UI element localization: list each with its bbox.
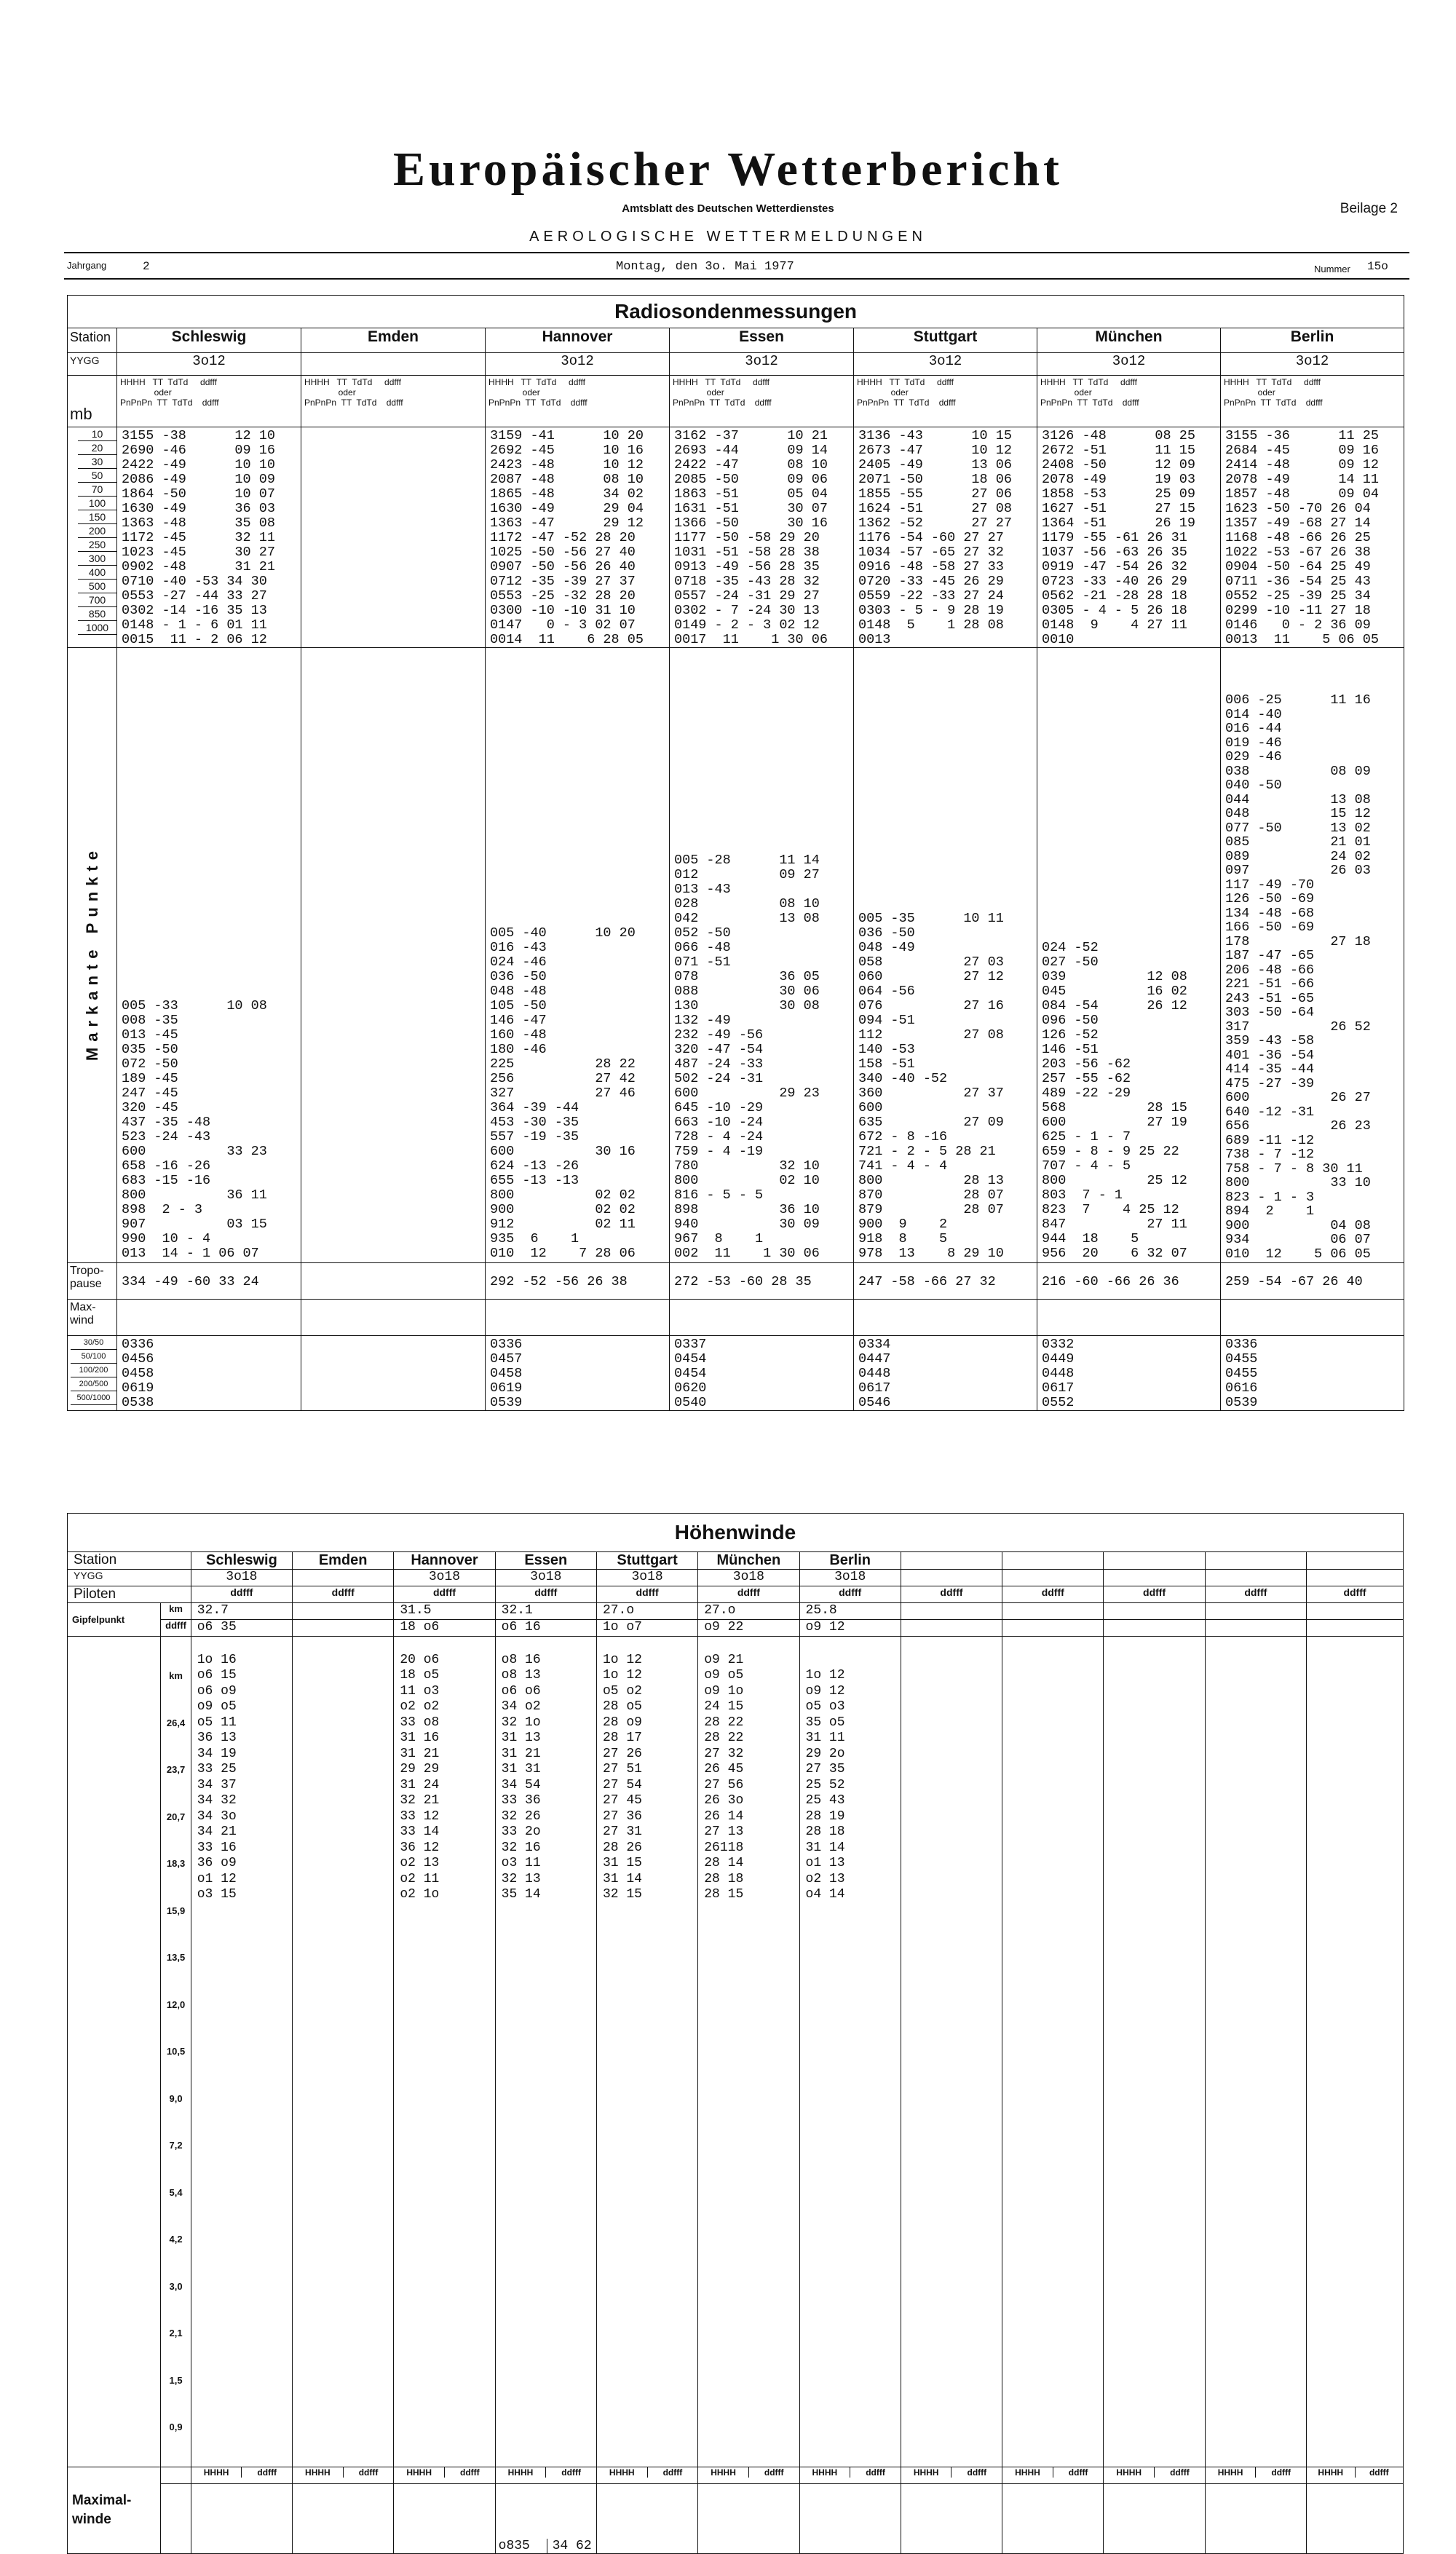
max-header-cell	[1104, 2467, 1205, 2483]
hw-station-name: Schleswig	[191, 1552, 292, 1570]
pressure-level: 10	[78, 427, 116, 441]
km-level: 7,2	[169, 2140, 183, 2151]
hoehenwinde-table	[67, 1513, 1404, 2554]
subtitle: Amtsblatt des Deutschen Wetterdienstes	[622, 202, 834, 215]
marked-points: 005 -33 10 08 008 -35 013 -45 035 -50 072 -50 189 -45 247 -45 320 -45 437 -35 -48 523 -24 -43 600 33 23 658 -16 -26 683 -15 -16 800 36 11 898 2 - 3 907 03 15 990 10 - 4 013 14 - 1 06 07	[117, 648, 301, 1263]
code-header: HHHH TT TdTd ddfff oder PnPnPn TT TdTd ddfff	[670, 376, 854, 427]
max-header-cell	[394, 2467, 495, 2483]
max-header-cell	[191, 2467, 292, 2483]
beilage-label: Beilage 2	[1340, 201, 1398, 216]
km-label: km	[169, 1670, 183, 1681]
standard-levels: 3126 -48 08 25 2672 -51 11 15 2408 -50 12 09 2078 -49 19 03 1858 -53 25 09 1627 -51 27 15 1364 -51 26 19 1179 -55 -61 26 31 1037 -56 -63 26 35 0919 -47 -54 26 32 0723 -33 -40 26 29 0562 -21 -28 28 18 0305 - 4 - 5 26 18 0148 9 4 27 11 0010	[1037, 427, 1221, 648]
ddfff-label: ddfff	[596, 1586, 697, 1603]
ddfff-label: ddfff	[1271, 2467, 1291, 2478]
tropopause-value: 272 -53 -60 28 35	[670, 1263, 854, 1300]
km-level: 26,4	[166, 1717, 186, 1728]
layer-label: 200/500	[71, 1377, 116, 1391]
code-header: HHHH TT TdTd ddfff oder PnPnPn TT TdTd ddfff	[1037, 376, 1221, 427]
km-level: 12,0	[166, 1998, 186, 2010]
km-level: 5,4	[169, 2186, 183, 2198]
standard-levels: 3155 -38 12 10 2690 -46 09 16 2422 -49 10 10 2086 -49 10 09 1864 -50 10 07 1630 -49 36 03 1363 -48 35 08 1172 -45 32 11 1023 -45 30 27 0902 -48 31 21 0710 -40 -53 34 30 0553 -27 -44 33 27 0302 -14 -16 35 13 0148 - 1 - 6 01 11 0015 11 - 2 06 12	[117, 427, 301, 648]
tropopause-value: 292 -52 -56 26 38	[486, 1263, 670, 1300]
maxwind-values: 0336 0456 0458 0619 0538	[117, 1336, 301, 1411]
maxwind-values: 0334 0447 0448 0617 0546	[854, 1336, 1037, 1411]
yygg-value: 3o12	[117, 353, 301, 376]
marked-points-label-cell	[68, 648, 117, 1263]
wind-values: 1o 12 o9 12 o5 o3 35 o5 31 11 29 2o 27 35 25 52 25 43 28 19 28 18 31 14 o1 13 o2 13 o4 14	[799, 1637, 901, 2467]
gipfel-km: 27.o	[698, 1603, 799, 1620]
radiosonde-title: Radiosondenmessungen	[68, 296, 1404, 328]
code-header: HHHH TT TdTd ddfff oder PnPnPn TT TdTd ddfff	[1221, 376, 1404, 427]
ddfff-label: ddfff	[901, 1586, 1002, 1603]
hw-yygg-label: YYGG	[68, 1570, 191, 1586]
station-label: Station	[68, 328, 117, 353]
piloten-label: Piloten	[68, 1586, 191, 1603]
maxwind-height: o835	[496, 2539, 548, 2553]
hw-station-name: Hannover	[394, 1552, 495, 1570]
code-header: HHHH TT TdTd ddfff oder PnPnPn TT TdTd ddfff	[301, 376, 486, 427]
wind-values: 1o 16 o6 15 o6 o9 o9 o5 o5 11 36 13 34 19 33 25 34 37 34 32 34 3o 34 21 33 16 36 o9 o1 12 o3 15	[191, 1637, 292, 2467]
station-name: Schleswig	[117, 328, 301, 353]
gipfel-ddfff: o6 16	[495, 1620, 596, 1637]
pressure-levels	[68, 427, 117, 648]
station-name: München	[1037, 328, 1221, 353]
code-header: HHHH TT TdTd ddfff oder PnPnPn TT TdTd ddfff	[854, 376, 1037, 427]
standard-levels: 3162 -37 10 21 2693 -44 09 14 2422 -47 08 10 2085 -50 09 06 1863 -51 05 04 1631 -51 30 07 1366 -50 30 16 1177 -50 -58 29 20 1031 -51 -58 28 38 0913 -49 -56 28 35 0718 -35 -43 28 32 0557 -24 -31 29 27 0302 - 7 -24 30 13 0149 - 2 - 3 02 12 0017 11 1 30 06	[670, 427, 854, 648]
ddfff-label: ddfff	[1205, 1586, 1306, 1603]
ddfff-label: ddfff	[394, 1586, 495, 1603]
standard-levels	[301, 427, 486, 648]
divider	[64, 252, 1409, 253]
km-levels	[161, 1637, 191, 2467]
ddfff-label: ddfff	[358, 2467, 379, 2478]
ddfff-label: ddfff	[293, 1586, 394, 1603]
code-header: HHHH TT TdTd ddfff oder PnPnPn TT TdTd ddfff	[486, 376, 670, 427]
gipfel-ddfff: 18 o6	[394, 1620, 495, 1637]
section-heading: AEROLOGISCHE WETTERMELDUNGEN	[529, 229, 927, 245]
layer-label: 30/50	[71, 1336, 116, 1350]
gipfel-km	[293, 1603, 394, 1620]
wind-values: o8 16 o8 13 o6 o6 34 o2 32 1o 31 13 31 21 31 31 34 54 33 36 32 26 33 2o 32 16 o3 11 32 13 35 14	[495, 1637, 596, 2467]
ddfff-label: ddfff	[161, 1620, 191, 1637]
hw-yygg-value: 3o18	[394, 1570, 495, 1586]
ddfff-label: ddfff	[967, 2467, 987, 2478]
pressure-level: 150	[78, 510, 116, 524]
km-level: 13,5	[166, 1952, 186, 1963]
km-level: 4,2	[169, 2234, 183, 2245]
max-header-cell	[799, 2467, 901, 2483]
ddfff-label: ddfff	[764, 2467, 784, 2478]
ddfff-label: ddfff	[698, 1586, 799, 1603]
yygg-value: 3o12	[854, 353, 1037, 376]
hw-station-name: Emden	[293, 1552, 394, 1570]
hhhh-label: HHHH	[496, 2467, 547, 2478]
hhhh-label: HHHH	[191, 2467, 242, 2478]
max-header-cell	[495, 2467, 596, 2483]
marked-points: 024 -52 027 -50 039 12 08 045 16 02 084 -54 26 12 096 -50 126 -52 146 -51 203 -56 -62 257 -55 -62 489 -22 -29 568 28 15 600 27 19 625 - 1 - 7 659 - 8 - 9 25 22 707 - 4 - 5 800 25 12 803 7 - 1 823 7 4 25 12 847 27 11 944 18 5 956 20 6 32 07	[1037, 648, 1221, 1263]
pressure-level: 50	[78, 469, 116, 483]
ddfff-label: ddfff	[1002, 1586, 1104, 1603]
ddfff-label: ddfff	[662, 2467, 683, 2478]
hw-yygg-value: 3o18	[799, 1570, 901, 1586]
km-level: 15,9	[166, 1905, 186, 1916]
km-level: 2,1	[169, 2328, 183, 2338]
gipfel-ddfff: 1o o7	[596, 1620, 697, 1637]
maxwind-label: Max- wind	[68, 1300, 117, 1336]
wind-values	[293, 1637, 394, 2467]
km-level: 0,9	[169, 2421, 183, 2432]
standard-levels: 3159 -41 10 20 2692 -45 10 16 2423 -48 10 12 2087 -48 08 10 1865 -48 34 02 1630 -49 29 04 1363 -47 29 12 1172 -47 -52 28 20 1025 -50 -56 27 40 0907 -50 -56 26 40 0712 -35 -39 27 37 0553 -25 -32 28 20 0300 -10 -10 31 10 0147 0 - 3 02 07 0014 11 6 28 05	[486, 427, 670, 648]
hhhh-label: HHHH	[901, 2467, 952, 2478]
hhhh-label: HHHH	[1206, 2467, 1257, 2478]
pressure-level: 700	[78, 593, 116, 607]
gipfel-ddfff: o9 12	[799, 1620, 901, 1637]
hhhh-label: HHHH	[597, 2467, 648, 2478]
station-name: Emden	[301, 328, 486, 353]
max-header-cell	[1307, 2467, 1404, 2483]
gipfel-km: 32.1	[495, 1603, 596, 1620]
hw-station-name: Essen	[495, 1552, 596, 1570]
marked-points: 006 -25 11 16 014 -40 016 -44 019 -46 029 -46 038 08 09 040 -50 044 13 08 048 15 12 077 -50 13 02 085 21 01 089 24 02 097 26 03 117 -49 -70 126 -50 -69 134 -48 -68 166 -50 -69 178 27 18 187 -47 -65 206 -48 -66 221 -51 -66 243 -51 -65 303 -50 -64 317 26 52 359 -43 -58 401 -36 -54 414 -35 -44 475 -27 -39 600 26 27 640 -12 -31 656 26 23 689 -11 -12 738 - 7 -12 758 - 7 - 8 30 11 800 33 10 823 - 1 - 3 894 2 1 900 04 08 934 06 07 010 12 5 06 05	[1221, 648, 1404, 1263]
ddfff-label: ddfff	[799, 1586, 901, 1603]
page-title: Europäischer Wetterbericht	[392, 143, 1064, 196]
gipfel-km: 31.5	[394, 1603, 495, 1620]
maximalwinde-label: Maximal- winde	[68, 2467, 161, 2553]
pressure-level: 200	[78, 524, 116, 538]
gipfel-km: 25.8	[799, 1603, 901, 1620]
gipfel-km: 27.o	[596, 1603, 697, 1620]
maxwind-values: 0337 0454 0454 0620 0540	[670, 1336, 854, 1411]
jahrgang-label: Jahrgang	[67, 260, 107, 271]
maxwind-values	[301, 1336, 486, 1411]
yygg-value: 3o12	[1037, 353, 1221, 376]
ddfff-label: ddfff	[495, 1586, 596, 1603]
km-level: 9,0	[169, 2092, 183, 2104]
km-level: 1,5	[169, 2374, 183, 2386]
maxwind-values: 0336 0457 0458 0619 0539	[486, 1336, 670, 1411]
km-level: 18,3	[166, 1858, 186, 1869]
standard-levels: 3136 -43 10 15 2673 -47 10 12 2405 -49 13 06 2071 -50 18 06 1855 -55 27 06 1624 -51 27 08 1362 -52 27 27 1176 -54 -60 27 27 1034 -57 -65 27 32 0916 -48 -58 27 33 0720 -33 -45 26 29 0559 -22 -33 27 24 0303 - 5 - 9 28 19 0148 5 1 28 08 0013	[854, 427, 1037, 648]
hhhh-label: HHHH	[1002, 2467, 1053, 2478]
gipfel-ddfff: o9 22	[698, 1620, 799, 1637]
tropopause-value: 259 -54 -67 26 40	[1221, 1263, 1404, 1300]
layer-label: 500/1000	[71, 1391, 116, 1405]
max-header-cell	[1002, 2467, 1104, 2483]
radiosonde-table	[67, 295, 1404, 1411]
km-level: 20,7	[166, 1811, 186, 1822]
issue-date: Montag, den 3o. Mai 1977	[616, 260, 794, 274]
km-level: 23,7	[166, 1764, 186, 1775]
nummer-label: Nummer	[1314, 264, 1350, 274]
gipfel-km: 32.7	[191, 1603, 292, 1620]
hw-station-name: Stuttgart	[596, 1552, 697, 1570]
pressure-level: 30	[78, 455, 116, 469]
wind-values: 20 o6 18 o5 11 o3 o2 o2 33 o8 31 16 31 21 29 29 31 24 32 21 33 12 33 14 36 12 o2 13 o2 11 o2 1o	[394, 1637, 495, 2467]
pressure-level: 250	[78, 538, 116, 552]
hoehenwinde-title: Höhenwinde	[68, 1514, 1404, 1552]
yygg-value: 3o12	[1221, 353, 1404, 376]
ddfff-label: ddfff	[561, 2467, 581, 2478]
hw-yygg-value: 3o18	[698, 1570, 799, 1586]
maxwind-ddfff: 34 62	[552, 2538, 592, 2553]
hw-yygg-value: 3o18	[191, 1570, 292, 1586]
mb-label: mb	[68, 376, 117, 427]
hhhh-label: HHHH	[394, 2467, 445, 2478]
hhhh-label: HHHH	[800, 2467, 851, 2478]
pressure-level: 300	[78, 552, 116, 566]
ddfff-label: ddfff	[1104, 1586, 1205, 1603]
pressure-level: 400	[78, 566, 116, 580]
pressure-level: 850	[78, 607, 116, 621]
pressure-level: 1000	[78, 621, 116, 635]
ddfff-label: ddfff	[1307, 1586, 1404, 1603]
max-header-cell	[596, 2467, 697, 2483]
essen-maxwind-cell	[495, 2483, 596, 2553]
maxwind-values: 0332 0449 0448 0617 0552	[1037, 1336, 1221, 1411]
marked-points: 005 -40 10 20 016 -43 024 -46 036 -50 048 -48 105 -50 146 -47 160 -48 180 -46 225 28 22 256 27 42 327 27 46 364 -39 -44 453 -30 -35 557 -19 -35 600 30 16 624 -13 -26 655 -13 -13 800 02 02 900 02 02 912 02 11 935 6 1 010 12 7 28 06	[486, 648, 670, 1263]
max-header-cell	[293, 2467, 394, 2483]
hhhh-label: HHHH	[1104, 2467, 1155, 2478]
max-header-cell	[1205, 2467, 1306, 2483]
wind-values: o9 21 o9 o5 o9 1o 24 15 28 22 28 22 27 32 26 45 27 56 26 3o 26 14 27 13 26118 28 14 28 18 28 15	[698, 1637, 799, 2467]
km-level: 10,5	[166, 2046, 186, 2057]
divider	[64, 278, 1409, 280]
gipfelpunkt-label: Gipfelpunkt	[68, 1603, 161, 1637]
standard-levels: 3155 -36 11 25 2684 -45 09 16 2414 -48 09 12 2078 -49 14 11 1857 -48 09 04 1623 -50 -70 26 04 1357 -49 -68 27 14 1168 -48 -66 26 25 1022 -53 -67 26 38 0904 -50 -64 25 49 0711 -36 -54 25 43 0552 -25 -39 25 34 0299 -10 -11 27 18 0146 0 - 2 36 09 0013 11 5 06 05	[1221, 427, 1404, 648]
tropopause-value	[301, 1263, 486, 1300]
yygg-value: 3o12	[486, 353, 670, 376]
station-name: Essen	[670, 328, 854, 353]
pressure-level: 20	[78, 441, 116, 455]
pressure-level: 70	[78, 483, 116, 497]
hw-yygg-value: 3o18	[596, 1570, 697, 1586]
marked-points-label: Markante Punkte	[82, 845, 101, 1061]
tropopause-value: 216 -60 -66 26 36	[1037, 1263, 1221, 1300]
km-label: km	[161, 1603, 191, 1620]
ddfff-label: ddfff	[257, 2467, 277, 2478]
wind-values: 1o 12 1o 12 o5 o2 28 o5 28 o9 28 17 27 26 27 51 27 54 27 45 27 36 27 31 28 26 31 15 31 14 32 15	[596, 1637, 697, 2467]
hw-station-name: München	[698, 1552, 799, 1570]
maxwind-values: 0336 0455 0455 0616 0539	[1221, 1336, 1404, 1411]
ddfff-label: ddfff	[1068, 2467, 1088, 2478]
pressure-level: 100	[78, 497, 116, 510]
hhhh-label: HHHH	[1307, 2467, 1356, 2478]
station-name: Stuttgart	[854, 328, 1037, 353]
layer-label: 50/100	[71, 1350, 116, 1364]
hw-station-label: Station	[68, 1552, 191, 1570]
hw-yygg-value: 3o18	[495, 1570, 596, 1586]
yygg-label: YYGG	[68, 353, 117, 376]
nummer-value: 15o	[1367, 260, 1388, 273]
tropopause-value: 247 -58 -66 27 32	[854, 1263, 1037, 1300]
hhhh-label: HHHH	[698, 2467, 749, 2478]
ddfff-label: ddfff	[460, 2467, 480, 2478]
ddfff-label: ddfff	[1369, 2467, 1389, 2478]
marked-points: 005 -35 10 11 036 -50 048 -49 058 27 03 060 27 12 064 -56 076 27 16 094 -51 112 27 08 140 -53 158 -51 340 -40 -52 360 27 37 600 635 27 09 672 - 8 -16 721 - 2 - 5 28 21 741 - 4 - 4 800 28 13 870 28 07 879 28 07 900 9 2 918 8 5 978 13 8 29 10	[854, 648, 1037, 1263]
station-name: Berlin	[1221, 328, 1404, 353]
ddfff-label: ddfff	[191, 1586, 292, 1603]
max-header-cell	[901, 2467, 1002, 2483]
hw-station-name: Berlin	[799, 1552, 901, 1570]
layer-labels	[68, 1336, 117, 1411]
ddfff-label: ddfff	[1170, 2467, 1190, 2478]
yygg-value	[301, 353, 486, 376]
hhhh-label: HHHH	[293, 2467, 344, 2478]
jahrgang-value: 2	[143, 260, 150, 273]
pressure-level: 500	[78, 580, 116, 593]
code-header: HHHH TT TdTd ddfff oder PnPnPn TT TdTd ddfff	[117, 376, 301, 427]
gipfel-ddfff	[293, 1620, 394, 1637]
layer-label: 100/200	[71, 1364, 116, 1377]
tropopause-value: 334 -49 -60 33 24	[117, 1263, 301, 1300]
yygg-value: 3o12	[670, 353, 854, 376]
gipfel-ddfff: o6 35	[191, 1620, 292, 1637]
ddfff-label: ddfff	[866, 2467, 885, 2478]
marked-points	[301, 648, 486, 1263]
station-name: Hannover	[486, 328, 670, 353]
tropopause-label: Tropo- pause	[68, 1263, 117, 1300]
km-level: 3,0	[169, 2280, 183, 2292]
max-header-cell	[698, 2467, 799, 2483]
marked-points: 005 -28 11 14 012 09 27 013 -43 028 08 10 042 13 08 052 -50 066 -48 071 -51 078 36 05 088 30 06 130 30 08 132 -49 232 -49 -56 320 -47 -54 487 -24 -33 502 -24 -31 600 29 23 645 -10 -29 663 -10 -24 728 - 4 -24 759 - 4 -19 780 32 10 800 02 10 816 - 5 - 5 898 36 10 940 30 09 967 8 1 002 11 1 30 06	[670, 648, 854, 1263]
hw-yygg-value	[293, 1570, 394, 1586]
